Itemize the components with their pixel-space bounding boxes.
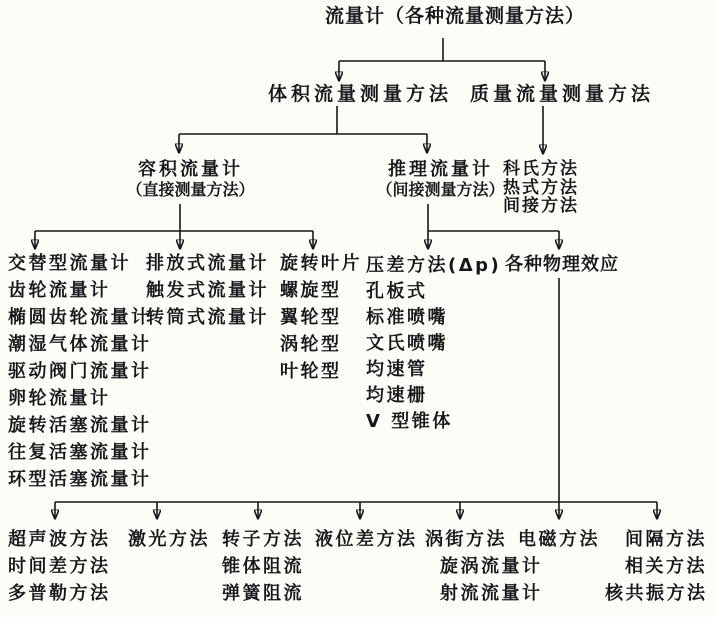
tree-node: 间隔方法 <box>625 529 707 550</box>
tree-node: 翼轮型 <box>280 307 342 328</box>
tree-node: 科氏方法 <box>503 159 579 179</box>
tree-node: 均速管 <box>366 359 428 380</box>
tree-node: 旋转活塞流量计 <box>8 415 152 436</box>
tree-node: 时间差方法 <box>8 556 111 577</box>
list-bottom-ultrasonic <box>8 526 111 607</box>
list-dp-methods <box>366 253 501 435</box>
tree-node: 旋涡流量计 <box>440 556 543 577</box>
node-mass-flow: 质量流量测量方法 <box>470 83 655 105</box>
inference-note: （间接测量方法） <box>376 180 505 199</box>
list-bottom-electromagnetic <box>518 526 600 553</box>
tree-node: 文氏喷嘴 <box>366 333 448 354</box>
tree-node: 螺旋型 <box>280 280 342 301</box>
list-mass-methods <box>503 160 579 216</box>
tree-node: 潮湿气体流量计 <box>8 334 152 355</box>
tree-node: 均速栅 <box>366 385 428 406</box>
tree-node: 涡街方法 <box>425 529 507 550</box>
tree-node: 叶轮型 <box>280 361 342 382</box>
list-bottom-interval <box>605 526 707 607</box>
tree-node: 转子方法 <box>222 529 304 550</box>
list-pd-col3 <box>280 250 362 385</box>
tree-node: 椭圆齿轮流量计 <box>8 307 152 328</box>
positive-displacement-name: 容积流量计 <box>138 159 243 180</box>
tree-node: 液位差方法 <box>315 529 418 550</box>
tree-node: 核共振方法 <box>605 583 708 604</box>
tree-node: 排放式流量计 <box>146 253 269 274</box>
dp-header: 压差方法(Δp) <box>366 255 502 276</box>
tree-node: 孔板式 <box>366 281 428 302</box>
tree-node: 交替型流量计 <box>8 253 131 274</box>
tree-node: 射流流量计 <box>440 583 543 604</box>
tree-node: 锥体阻流 <box>222 556 304 577</box>
tree-node: 热式方法 <box>503 177 579 198</box>
tree-node: 转筒式流量计 <box>146 307 269 328</box>
tree-node: 触发式流量计 <box>146 280 269 301</box>
list-bottom-laser <box>128 526 210 553</box>
tree-node: V 型锥体 <box>366 411 453 432</box>
inference-name: 推理流量计 <box>388 159 493 180</box>
list-pd-col1 <box>8 250 152 493</box>
tree-node: 卵轮流量计 <box>8 388 111 409</box>
tree-node: 间接方法 <box>503 196 579 216</box>
node-volumetric-flow: 体积流量测量方法 <box>268 83 453 105</box>
tree-node: 驱动阀门流量计 <box>8 361 152 382</box>
tree-node: 旋转叶片 <box>280 253 362 274</box>
tree-node: 激光方法 <box>128 529 210 550</box>
list-pd-col2 <box>146 250 269 331</box>
positive-displacement-note: （直接测量方法） <box>126 180 255 199</box>
tree-node: 往复活塞流量计 <box>8 442 152 463</box>
tree-node: 标准喷嘴 <box>366 307 448 328</box>
node-root: 流量计（各种流量测量方法） <box>325 5 586 27</box>
tree-node: 多普勒方法 <box>8 583 111 604</box>
tree-node: 超声波方法 <box>8 529 111 550</box>
list-bottom-level-difference <box>315 526 418 553</box>
tree-node: 电磁方法 <box>518 529 600 550</box>
tree-node: 相关方法 <box>625 556 707 577</box>
tree-node: 环型活塞流量计 <box>8 469 152 490</box>
node-inference <box>358 160 523 199</box>
node-physical-effects: 各种物理效应 <box>505 254 619 275</box>
list-bottom-rotor <box>222 526 304 607</box>
tree-node: 弹簧阻流 <box>222 583 304 604</box>
tree-node: 涡轮型 <box>280 334 342 355</box>
node-positive-displacement <box>108 160 273 199</box>
tree-node: 齿轮流量计 <box>8 280 111 301</box>
